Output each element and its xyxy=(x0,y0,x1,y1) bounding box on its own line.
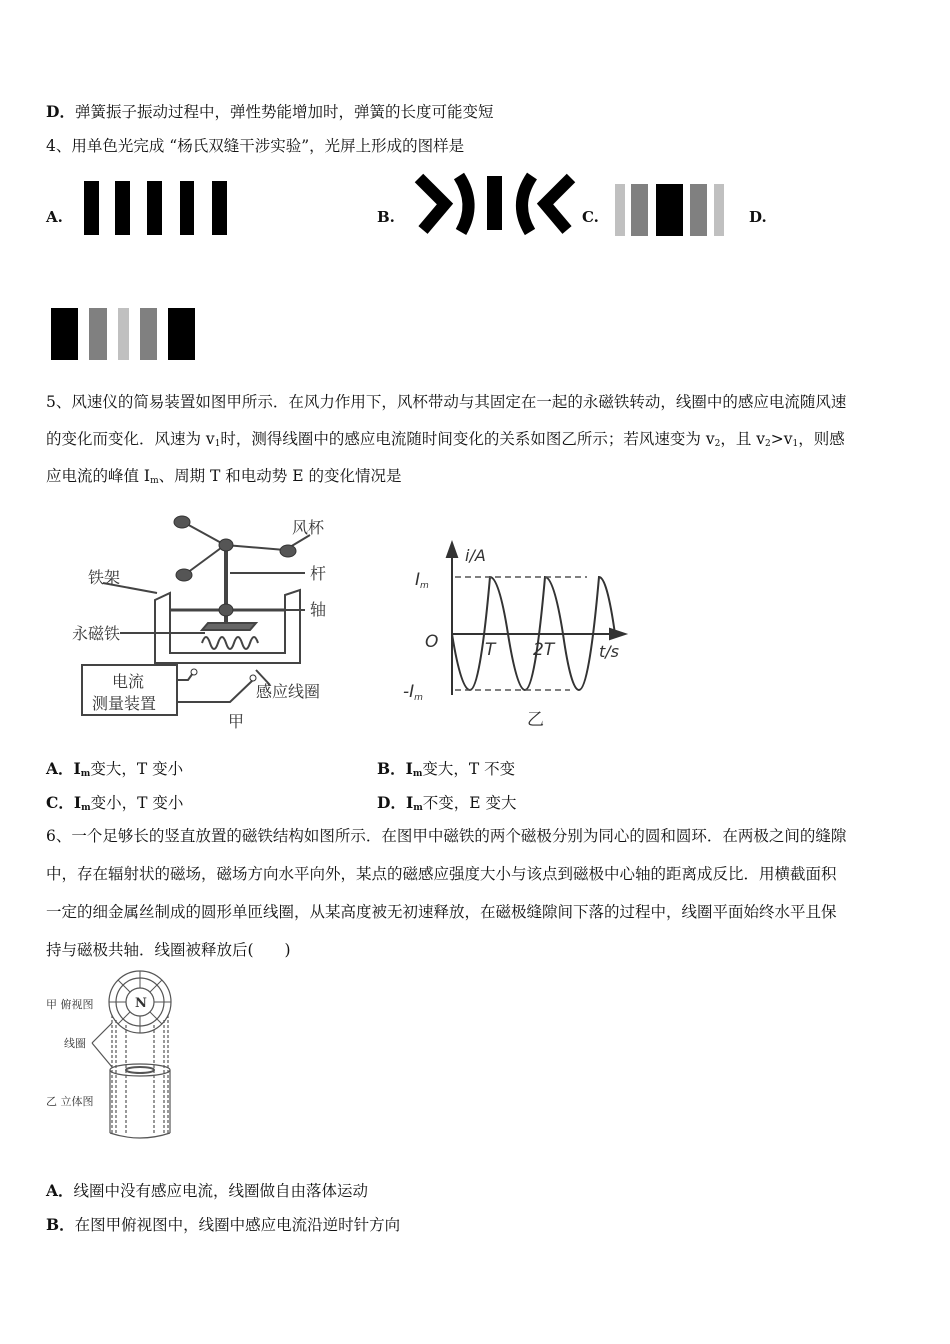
subscript: m xyxy=(80,769,91,779)
option-text: 线圈中没有感应电流，线圈做自由落体运动 xyxy=(73,1182,369,1200)
q5-figure-current-graph xyxy=(395,525,635,735)
q6-option-b xyxy=(46,1215,400,1235)
label-cup: 风杯 xyxy=(292,518,325,537)
x-tick-2t: 2T xyxy=(533,640,555,660)
option-label: B． xyxy=(46,1215,75,1234)
q4-option-d-label: D. xyxy=(749,208,767,226)
q4-option-a-label: A. xyxy=(46,208,63,226)
q6-stem-line2: 中，存在辐射状的磁场，磁场方向水平向外，某点的磁感应强度大小与该点到磁极中心轴的距离成反比．用横截面积 xyxy=(46,865,837,883)
q4-option-c-label: C. xyxy=(582,208,599,226)
fringe-bar xyxy=(180,181,194,235)
subscript: m xyxy=(412,769,423,779)
y-tick-im: Im xyxy=(415,570,429,591)
option-text: 变小，T 变小 xyxy=(90,794,184,812)
subscript: 1 xyxy=(214,439,221,449)
text: 时，测得线圈中的感应电流随时间变化的关系如图乙所示；若风速变为 v xyxy=(220,430,715,448)
fringe-bar xyxy=(212,181,227,235)
text: I xyxy=(73,793,82,812)
x-axis-label: t/s xyxy=(599,642,619,661)
q3-option-d-label: D． xyxy=(46,102,75,121)
q4-stem: 4、用单色光完成 “杨氏双缝干涉实验”，光屏上形成的图样是 xyxy=(46,137,465,155)
subscript: 2 xyxy=(765,439,771,449)
q3-option-d xyxy=(46,102,493,122)
option-label: B． xyxy=(377,759,406,778)
label-rod: 杆 xyxy=(310,564,327,583)
option-label: D． xyxy=(377,793,406,812)
q6-figure-magnet xyxy=(40,965,220,1150)
subscript: m xyxy=(413,803,423,813)
fringe-bar xyxy=(147,181,162,235)
q5-stem-line2 xyxy=(46,429,845,454)
label-frame: 铁架 xyxy=(88,568,121,587)
subscript: 2 xyxy=(714,439,721,449)
text: >v xyxy=(770,430,793,448)
fringe-bar xyxy=(168,308,195,360)
origin-label: O xyxy=(425,632,439,652)
fringe-bar xyxy=(690,184,707,236)
q6-stem-line1: 6、一个足够长的竖直放置的磁铁结构如图所示．在图甲中磁铁的两个磁极分别为同心的圆和圆环．在两极之间的缝隙 xyxy=(46,827,847,845)
option-text: 不变，E 变大 xyxy=(422,794,517,812)
q5-option-d xyxy=(377,793,517,818)
caption-yi: 乙 xyxy=(527,710,544,730)
subscript: m xyxy=(150,476,159,486)
q6-option-a xyxy=(46,1181,368,1201)
q5-option-b xyxy=(377,759,515,784)
q3-option-d-text: 弹簧振子振动过程中，弹性势能增加时，弹簧的长度可能变短 xyxy=(74,103,494,121)
q5-option-c xyxy=(46,793,183,818)
option-label: A． xyxy=(46,759,74,778)
text: I xyxy=(405,793,414,812)
text: 、周期 T 和电动势 E 的变化情况是 xyxy=(158,467,402,485)
fringe-bar xyxy=(615,184,625,236)
fringe-bar xyxy=(115,181,130,235)
text: I xyxy=(405,759,413,778)
fringe-bar xyxy=(118,308,129,360)
q5-stem-line1: 5、风速仪的简易装置如图甲所示．在风力作用下，风杯带动与其固定在一起的永磁铁转动，线圈中的感应电流随风速 xyxy=(46,393,847,411)
fringe-bar xyxy=(656,184,683,236)
label-measure: 测量装置 xyxy=(92,694,157,713)
label-coil: 感应线圈 xyxy=(256,682,321,701)
fringe-bar xyxy=(631,184,648,236)
option-label: C． xyxy=(46,793,74,812)
subscript: m xyxy=(81,803,91,813)
q6-stem-line3: 一定的细金属丝制成的圆形单匝线圈，从某高度被无初速释放，在磁极缝隙间下落的过程中，线圈平面始终水平且保 xyxy=(46,903,837,921)
label-3d-view: 乙 立体图 xyxy=(46,1095,94,1108)
label-coil: 线圈 xyxy=(64,1037,86,1050)
label-current: 电流 xyxy=(112,672,145,691)
q6-stem-line4: 持与磁极共轴．线圈被释放后( ) xyxy=(46,941,291,959)
q4-option-b-pattern xyxy=(405,170,585,240)
q5-option-a xyxy=(46,759,183,784)
fringe-bar xyxy=(51,308,78,360)
text: I xyxy=(73,759,81,778)
text: 应电流的峰值 I xyxy=(46,467,151,485)
option-text: 变大，T 变小 xyxy=(90,760,184,778)
option-text: 在图甲俯视图中，线圈中感应电流沿逆时针方向 xyxy=(74,1216,401,1234)
subscript: 1 xyxy=(792,439,799,449)
fringe-bar xyxy=(89,308,107,360)
fringe-bar xyxy=(714,184,724,236)
text: ，则感 xyxy=(798,430,845,448)
label-magnet: 永磁铁 xyxy=(72,624,121,643)
q4-option-b-label: B. xyxy=(377,208,395,226)
label-top-view: 甲 俯视图 xyxy=(46,998,94,1011)
option-text: 变大，T 不变 xyxy=(422,760,516,778)
fringe-bar xyxy=(84,181,99,235)
text: 的变化而变化．风速为 v xyxy=(46,430,215,448)
option-label: A． xyxy=(46,1181,74,1200)
text: ，且 v xyxy=(720,430,766,448)
fringe-bar xyxy=(140,308,157,360)
y-tick-neg-im: -Im xyxy=(403,682,423,703)
q5-figure-anemometer xyxy=(60,505,360,735)
pole-n-label: N xyxy=(135,996,147,1011)
q5-stem-line3 xyxy=(46,466,401,491)
caption-jia: 甲 xyxy=(228,712,245,731)
y-axis-label: i/A xyxy=(465,546,486,565)
label-axle: 轴 xyxy=(310,600,327,619)
x-tick-t: T xyxy=(485,640,496,660)
